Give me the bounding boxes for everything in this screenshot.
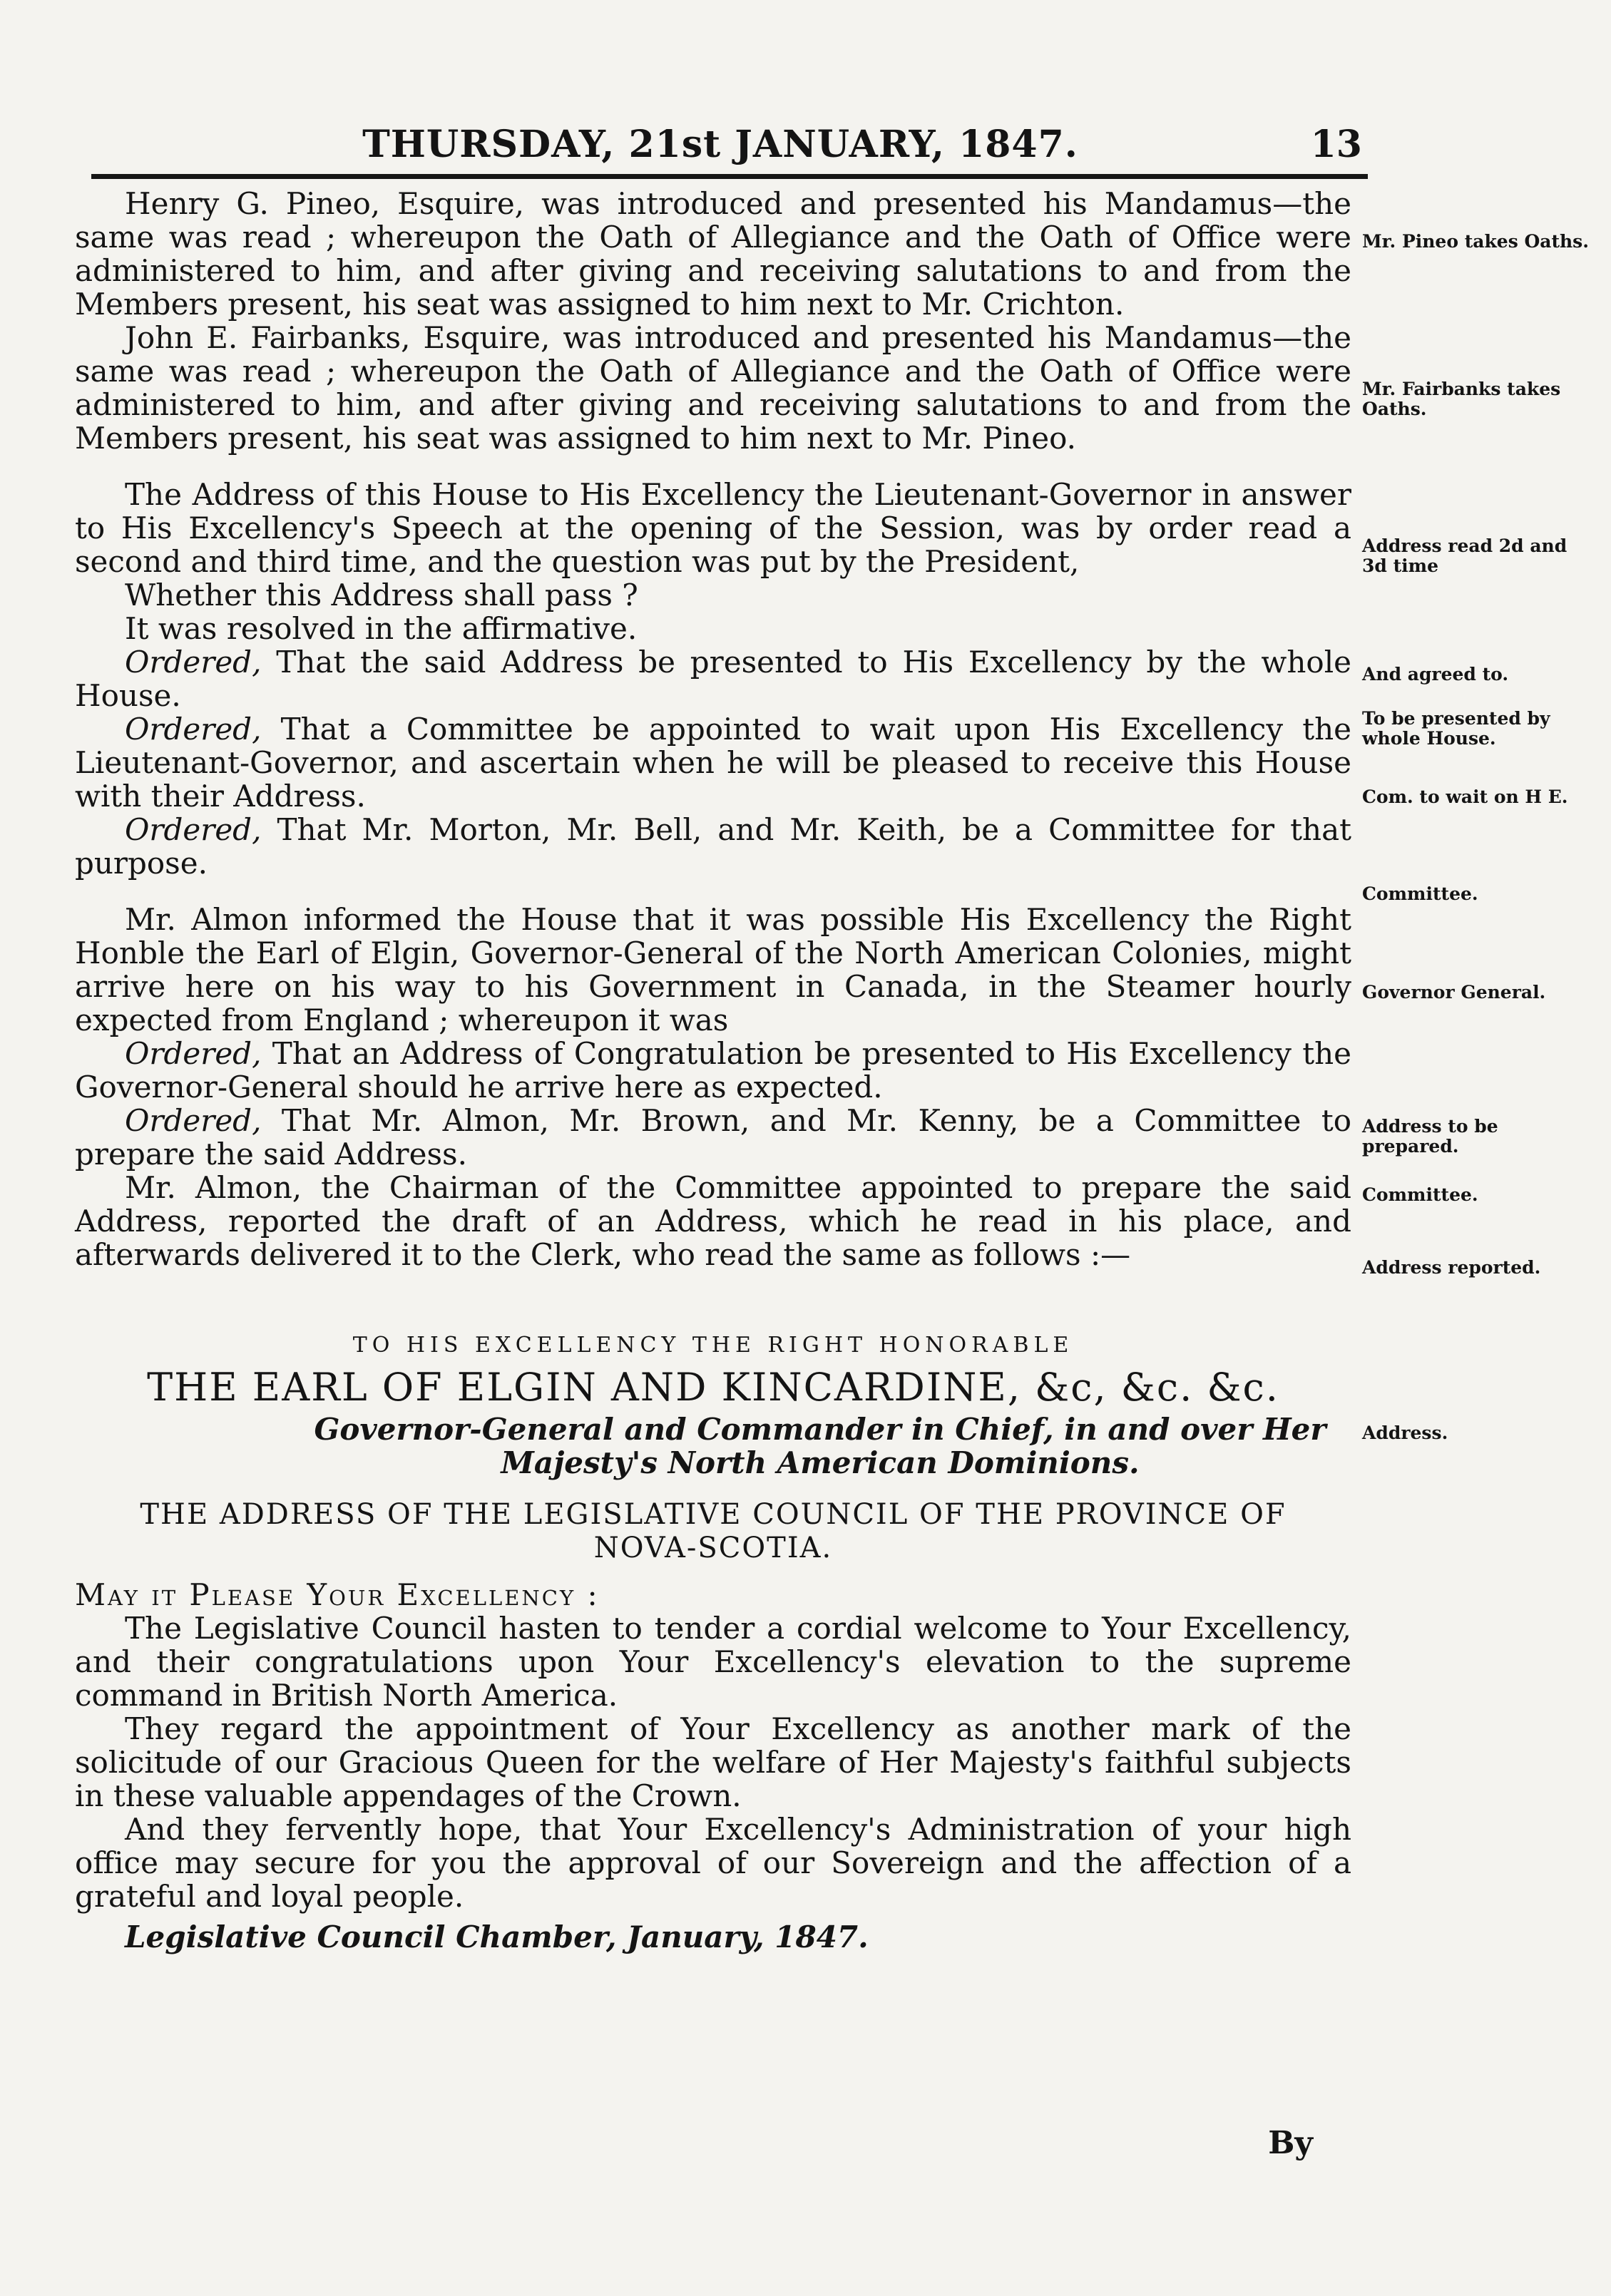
paragraph-ordered-prepare [75,1104,1351,1171]
paragraph-pineo: Henry G. Pineo, Esquire, was introduced and presented his Mandamus—the same was read ; whereupon the Oath of Allegiance and the Oath of Office were administered to him, and after giving and receiving salutations to and from the Members present, his seat was assigned to him next to Mr. Crichton. [75,186,1351,322]
margin-note-address-reported: Address reported. [1362,1257,1541,1278]
margin-note-committee: Committee. [1362,883,1478,904]
paragraph-resolved: It was resolved in the affirmative. [125,611,638,646]
paragraph-address-read: The Address of this House to His Excellency the Lieutenant-Governor in answer to His Excellency's Speech at the opening of the Session, was by order read a second and third time, and the question was put by the President, [75,477,1351,579]
ordered-text: That a Committee be appointed to wait upon His Excellency the Lieutenant-Governor, and ascertain when he will be pleased to receive this House with their Address. [75,712,1351,814]
margin-note-address-read: Address read 2d and 3d time [1362,535,1567,576]
paragraph-question: Whether this Address shall pass ? [125,578,638,613]
ordered-label: Ordered, [125,1103,262,1138]
ordered-label: Ordered, [125,712,262,747]
margin-note-address-prepared: Address to be prepared. [1362,1116,1498,1157]
address-council-title: THE ADDRESS OF THE LEGISLATIVE COUNCIL OF THE PROVINCE OF NOVA-SCOTIA. [140,1498,1287,1564]
page-number: 13 [1310,123,1362,166]
ordered-text: That an Address of Congratulation be presented to His Excellency the Governor-General should he arrive here as expected. [75,1036,1351,1105]
page-header [86,120,1369,170]
margin-note-pineo: Mr. Pineo takes Oaths. [1362,231,1589,252]
ordered-text: That the said Address be presented to His Excellency by the whole House. [75,645,1351,713]
paragraph-ordered-members [75,813,1351,880]
running-head-date: THURSDAY, 21st JANUARY, 1847. [362,123,1078,166]
margin-note-governor-general: Governor General. [1362,982,1546,1003]
address-salutation: May it Please Your Excellency : [75,1577,600,1612]
margin-note-presented: To be presented by whole House. [1362,708,1550,749]
address-paragraph-hope: And they fervently hope, that Your Excellency's Administration of your high office may secure for you the approval of our Sovereign and the affection of a grateful and loyal people. [75,1812,1351,1914]
margin-note-fairbanks: Mr. Fairbanks takes Oaths. [1362,379,1561,419]
ordered-label: Ordered, [125,812,262,847]
ordered-label: Ordered, [125,645,262,680]
header-rule [91,174,1368,179]
address-paragraph-appointment: They regard the appointment of Your Excellency as another mark of the solicitude of our Gracious Queen for the welfare of Her Majesty's faithful subjects in these valuable appendages of the Crown. [75,1711,1351,1813]
journal-text [75,187,1351,1954]
paragraph-ordered-committee [75,712,1351,813]
address-governor-line: Governor-General and Commander in Chief, in and over Her Majesty's North American Dominions. [314,1412,1326,1480]
address-heading: TO HIS EXCELLENCY THE RIGHT HONORABLE [352,1333,1074,1358]
ordered-text: That Mr. Almon, Mr. Brown, and Mr. Kenny, be a Committee to prepare the said Address. [75,1103,1351,1172]
margin-note-address: Address. [1362,1423,1448,1443]
margin-note-com-wait: Com. to wait on H E. [1362,786,1568,807]
address-earl-title: THE EARL OF ELGIN AND KINCARDINE, &c, &c. &c. [147,1365,1279,1410]
margin-note-committee-2: Committee. [1362,1184,1478,1205]
address-paragraph-welcome: The Legislative Council hasten to tender a cordial welcome to Your Excellency, and their congratulations upon Your Excellency's elevation to the supreme command in British North America. [75,1611,1351,1713]
paragraph-ordered-congratulation [75,1037,1351,1104]
catchword: By [1268,2125,1313,2161]
paragraph-ordered-presented [75,645,1351,712]
paragraph-fairbanks: John E. Fairbanks, Esquire, was introduced and presented his Mandamus—the same was read ; whereupon the Oath of Allegiance and the Oath of Office were administered to him, and after giving and receiving salutations to and from the Members present, his seat was assigned to him next to Mr. Pineo. [75,320,1351,456]
ordered-label: Ordered, [125,1036,262,1071]
paragraph-address-reported: Mr. Almon, the Chairman of the Committee appointed to prepare the said Address, reported the draft of an Address, which he read in his place, and afterwards delivered it to the Clerk, who read the same as follows :— [75,1170,1351,1272]
ordered-text: That Mr. Morton, Mr. Bell, and Mr. Keith, be a Committee for that purpose. [75,812,1351,881]
paragraph-almon-informed: Mr. Almon informed the House that it was possible His Excellency the Right Honble the Earl of Elgin, Governor-General of the North American Colonies, might arrive here on his way to his Government in Canada, in the Steamer hourly expected from England ; whereupon it was [75,902,1351,1037]
address-signoff: Legislative Council Chamber, January, 1847. [125,1920,869,1954]
margin-note-agreed: And agreed to. [1362,664,1509,685]
